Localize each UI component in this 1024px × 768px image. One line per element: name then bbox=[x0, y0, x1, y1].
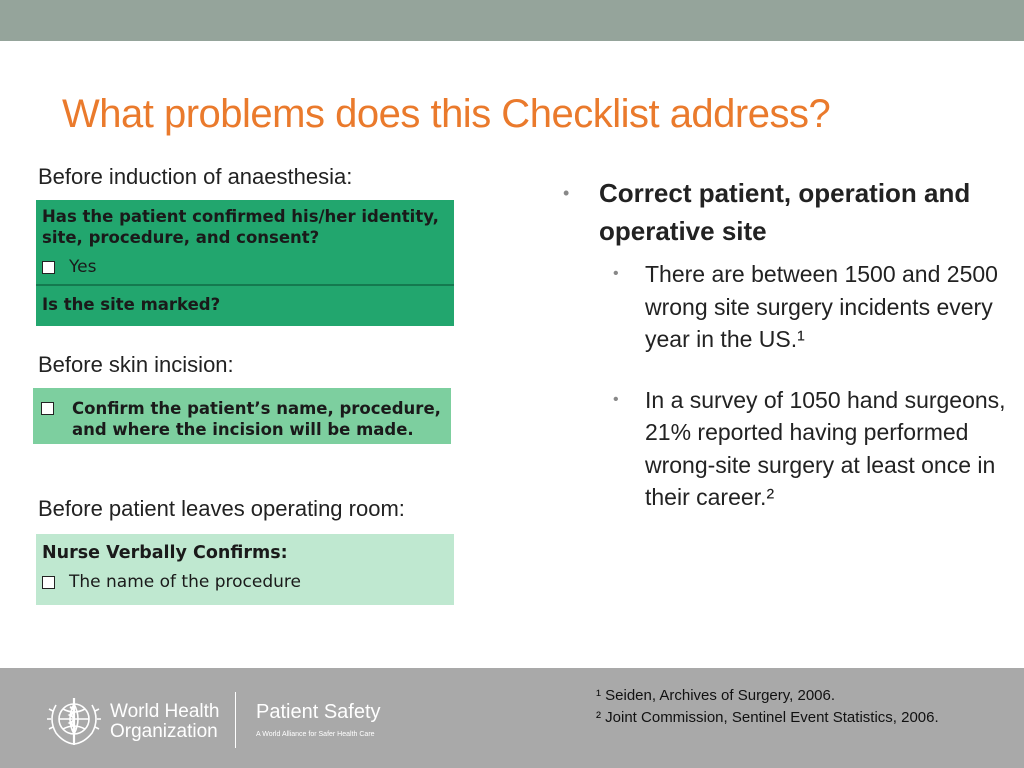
bullet-main-text: Correct patient, operation and operative site bbox=[599, 178, 971, 246]
section-label-induction: Before induction of anaesthesia: bbox=[38, 164, 353, 189]
who-name-line1: World Health bbox=[110, 701, 220, 722]
checklist-option-yes bbox=[42, 257, 448, 277]
checklist-box-leaves-or bbox=[36, 534, 454, 605]
sub-bullet bbox=[555, 258, 1015, 356]
slide-title: What problems does this Checklist address? bbox=[62, 92, 831, 136]
sub-bullet bbox=[555, 384, 1015, 514]
checklist-item-row bbox=[41, 398, 451, 440]
bullet-dot-icon: • bbox=[613, 390, 619, 408]
checklist-item-row bbox=[42, 572, 448, 592]
checklist-item: Confirm the patient’s name, procedure, and where the incision will be made. bbox=[72, 399, 441, 439]
reference-item: ¹ Seiden, Archives of Surgery, 2006. bbox=[596, 687, 836, 704]
references bbox=[596, 685, 939, 729]
checklist-box-induction bbox=[36, 200, 454, 326]
checkbox-icon[interactable] bbox=[41, 402, 54, 415]
top-bar bbox=[0, 0, 1024, 41]
who-name-line2: Organization bbox=[110, 721, 218, 742]
section-label-incision: Before skin incision: bbox=[38, 352, 234, 377]
sub-bullet-text: There are between 1500 and 2500 wrong site surgery incidents every year in the US.¹ bbox=[645, 261, 998, 352]
checkbox-icon[interactable] bbox=[42, 576, 55, 589]
bullet-list bbox=[555, 174, 1015, 514]
who-name bbox=[110, 702, 219, 742]
checklist-box-incision bbox=[33, 388, 451, 444]
footer-divider bbox=[235, 692, 236, 748]
bullet-main bbox=[555, 174, 1015, 250]
checklist-question: Has the patient confirmed his/her identity, site, procedure, and consent? bbox=[42, 207, 439, 247]
who-emblem-icon bbox=[44, 693, 104, 749]
checklist-heading: Nurse Verbally Confirms: bbox=[42, 543, 288, 563]
section-label-leaves-or: Before patient leaves operating room: bbox=[38, 496, 405, 521]
checklist-question-block bbox=[36, 200, 454, 284]
checklist-question-2: Is the site marked? bbox=[42, 295, 221, 314]
bullet-dot-icon: • bbox=[563, 183, 570, 203]
checkbox-icon[interactable] bbox=[42, 261, 55, 274]
checklist-option-label: Yes bbox=[69, 257, 97, 277]
bullet-dot-icon: • bbox=[613, 265, 619, 282]
sub-bullet-text: In a survey of 1050 hand surgeons, 21% reported having performed wrong-site surgery at least once in their career.² bbox=[645, 386, 1006, 510]
reference-item: ² Joint Commission, Sentinel Event Statistics, 2006. bbox=[596, 709, 939, 726]
patient-safety-title: Patient Safety bbox=[256, 701, 381, 723]
checklist-question-block-2 bbox=[36, 286, 454, 315]
patient-safety-tagline: A World Alliance for Safer Health Care bbox=[256, 731, 375, 738]
checklist-item: The name of the procedure bbox=[69, 572, 301, 592]
